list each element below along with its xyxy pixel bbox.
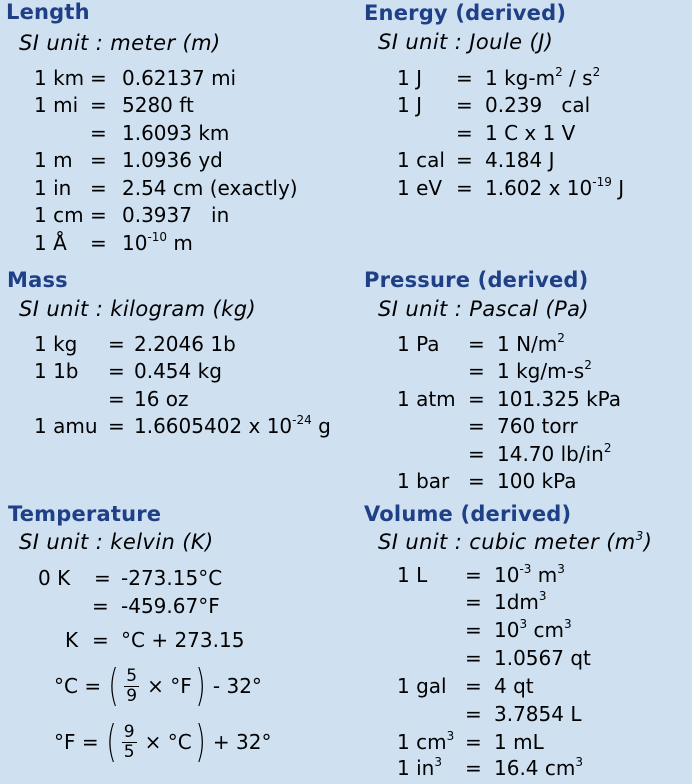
volume-si-unit-exp: 3	[635, 529, 644, 543]
pressure-row-rhs	[497, 332, 565, 356]
energy-rhs-tail: J	[611, 176, 625, 200]
mass-row-rhs: 0.454 kg	[134, 359, 222, 383]
mass-row-rhs: 16 oz	[134, 387, 189, 411]
energy-rhs-exponent: 2	[555, 65, 563, 80]
celsius-formula-mid: × °F	[147, 674, 192, 698]
fraction-denominator: 5	[123, 741, 135, 762]
volume-rhs-exponent: 3	[557, 562, 565, 577]
pressure-row-lhs: 1 Pa	[397, 332, 440, 356]
fraction-five-ninths	[124, 667, 139, 706]
length-row-lhs: 1 m	[34, 148, 73, 172]
length-heading: Length	[6, 0, 90, 24]
fahrenheit-formula-mid: × °C	[144, 730, 192, 754]
volume-row-equals: =	[465, 618, 482, 642]
length-rhs-tail: m	[167, 231, 193, 255]
open-paren: (	[106, 716, 117, 767]
pressure-row-equals: =	[468, 387, 485, 411]
pressure-row-rhs: 760 torr	[497, 414, 578, 438]
pressure-row-equals: =	[468, 359, 485, 383]
open-paren: (	[108, 660, 119, 711]
volume-rhs-text: 10	[494, 563, 520, 587]
temp-row3-lhs: K	[65, 628, 79, 652]
energy-row-rhs	[485, 66, 600, 90]
volume-row-rhs	[494, 563, 565, 587]
temp-row2-eq: =	[92, 594, 109, 618]
volume-row-lhs: 1 gal	[397, 674, 447, 698]
volume-row-equals: =	[465, 756, 482, 780]
volume-row-equals: =	[465, 590, 482, 614]
energy-si-unit: SI unit : Joule (J)	[378, 30, 554, 54]
energy-rhs-text: 1.602 x 10	[485, 176, 593, 200]
length-row-equals: =	[90, 121, 107, 145]
energy-rhs-tail: / s	[562, 66, 593, 90]
length-rhs-text: 10	[122, 231, 148, 255]
mass-row-rhs: 2.2046 1b	[134, 332, 236, 356]
length-row-equals: =	[90, 148, 107, 172]
energy-row-equals: =	[456, 148, 473, 172]
length-row-lhs: 1 km	[34, 66, 85, 90]
fraction-nine-fifths	[122, 723, 137, 762]
mass-row-rhs	[134, 414, 331, 438]
mass-row-lhs: 1 kg	[34, 332, 78, 356]
energy-row-lhs: 1 J	[397, 93, 422, 117]
energy-row-equals: =	[456, 176, 473, 200]
energy-heading: Energy (derived)	[364, 1, 567, 25]
volume-si-unit-tail: )	[643, 530, 653, 554]
volume-heading: Volume (derived)	[364, 502, 572, 526]
close-paren: )	[195, 660, 206, 711]
temp-row2-rhs: -459.67°F	[121, 594, 220, 618]
volume-rhs-exponent: 3	[563, 617, 572, 632]
volume-row-rhs: 1.0567 qt	[494, 646, 591, 670]
volume-row-equals: =	[465, 563, 482, 587]
pressure-row-equals: =	[468, 332, 485, 356]
volume-rhs-exponent: 3	[538, 589, 547, 604]
temp-row3-eq: =	[92, 628, 109, 652]
volume-rhs-exponent: -3	[519, 562, 532, 577]
celsius-formula	[54, 660, 262, 711]
energy-row-rhs	[485, 176, 624, 200]
volume-row-lhs	[397, 730, 454, 754]
volume-row-rhs	[494, 590, 547, 614]
mass-row-equals: =	[108, 414, 125, 438]
pressure-si-unit: SI unit : Pascal (Pa)	[378, 297, 590, 321]
length-row-equals: =	[90, 231, 107, 255]
celsius-formula-lhs: °C =	[54, 674, 102, 698]
energy-row-rhs: 0.239 cal	[485, 93, 591, 117]
pressure-rhs-text: 1 N/m	[497, 332, 558, 356]
volume-rhs-text: 10	[494, 618, 520, 642]
length-row-rhs: 1.0936 yd	[122, 148, 223, 172]
volume-row-equals: =	[465, 674, 482, 698]
mass-row-equals: =	[108, 332, 125, 356]
pressure-row-equals: =	[468, 442, 485, 466]
volume-rhs-exponent: 3	[519, 617, 528, 632]
pressure-heading: Pressure (derived)	[364, 268, 589, 292]
energy-rhs-exponent: -19	[592, 175, 612, 190]
volume-row-rhs: 3.7854 L	[494, 702, 582, 726]
pressure-row-rhs	[497, 359, 592, 383]
volume-rhs-tail: cm	[527, 618, 564, 642]
length-row-equals: =	[90, 176, 107, 200]
length-row-rhs	[122, 231, 193, 255]
length-row-rhs: 0.62137 mi	[122, 66, 237, 90]
energy-row-lhs: 1 cal	[397, 148, 445, 172]
volume-lhs-text: 1 in	[397, 756, 435, 780]
temp-row3-rhs: °C + 273.15	[121, 628, 245, 652]
close-paren: )	[195, 716, 206, 767]
volume-lhs-text: 1 cm	[397, 730, 447, 754]
volume-row-rhs	[494, 618, 572, 642]
length-row-lhs: 1 in	[34, 176, 72, 200]
mass-si-unit: SI unit : kilogram (kg)	[19, 297, 257, 321]
volume-row-lhs: 1 L	[397, 563, 428, 587]
pressure-rhs-text: 1 kg/m-s	[497, 359, 585, 383]
volume-si-unit-text: SI unit : cubic meter (m	[378, 530, 636, 554]
length-row-rhs: 5280 ft	[122, 93, 194, 117]
energy-row-rhs: 4.184 J	[485, 148, 555, 172]
energy-rhs-text: 1 kg-m	[485, 66, 556, 90]
length-row-rhs: 2.54 cm (exactly)	[122, 176, 298, 200]
celsius-formula-tail: - 32°	[212, 674, 262, 698]
fahrenheit-formula-lhs: °F =	[54, 730, 99, 754]
fahrenheit-formula-tail: + 32°	[212, 730, 272, 754]
pressure-row-lhs: 1 atm	[397, 387, 456, 411]
temperature-heading: Temperature	[8, 502, 162, 526]
mass-rhs-text: 1.6605402 x 10	[134, 414, 293, 438]
volume-row-equals: =	[465, 702, 482, 726]
temp-row1-lhs: 0 K	[38, 566, 71, 590]
volume-row-equals: =	[465, 646, 482, 670]
volume-row-rhs: 1 mL	[494, 730, 544, 754]
mass-row-equals: =	[108, 359, 125, 383]
length-row-lhs: 1 cm	[34, 203, 84, 227]
temp-row1-rhs: -273.15°C	[121, 566, 223, 590]
pressure-row-rhs: 100 kPa	[497, 469, 577, 493]
pressure-row-equals: =	[468, 469, 485, 493]
length-row-rhs: 0.3937 in	[122, 203, 230, 227]
pressure-rhs-exponent: 2	[603, 441, 612, 456]
pressure-rhs-text: 14.70 lb/in	[497, 442, 604, 466]
volume-lhs-exponent: 3	[446, 729, 455, 744]
pressure-rhs-exponent: 2	[584, 358, 592, 373]
volume-rhs-tail: m	[531, 563, 558, 587]
pressure-row-equals: =	[468, 414, 485, 438]
fraction-numerator: 5	[126, 665, 138, 686]
energy-rhs-exponent: 2	[592, 65, 601, 80]
volume-row-lhs	[397, 756, 442, 780]
mass-row-equals: =	[108, 387, 125, 411]
length-row-lhs: 1 Å	[34, 231, 67, 255]
energy-row-lhs: 1 J	[397, 66, 422, 90]
fraction-denominator: 9	[126, 685, 138, 706]
fraction-numerator: 9	[123, 721, 135, 742]
energy-row-equals: =	[456, 93, 473, 117]
temp-row1-eq: =	[94, 566, 111, 590]
mass-row-lhs: 1 1b	[34, 359, 79, 383]
length-si-unit: SI unit : meter (m)	[19, 31, 221, 55]
pressure-row-lhs: 1 bar	[397, 469, 450, 493]
temperature-si-unit: SI unit : kelvin (K)	[19, 530, 214, 554]
pressure-rhs-exponent: 2	[557, 331, 565, 346]
volume-row-rhs: 4 qt	[494, 674, 534, 698]
length-rhs-exponent: -10	[147, 230, 168, 245]
volume-rhs-text: 16.4 cm	[494, 756, 576, 780]
length-row-rhs: 1.6093 km	[122, 121, 230, 145]
mass-row-lhs: 1 amu	[34, 414, 98, 438]
length-row-lhs: 1 mi	[34, 93, 79, 117]
length-row-equals: =	[90, 93, 107, 117]
volume-row-rhs	[494, 756, 583, 780]
volume-lhs-exponent: 3	[434, 755, 442, 770]
mass-rhs-exponent: -24	[292, 413, 312, 428]
mass-rhs-tail: g	[311, 414, 331, 438]
length-row-equals: =	[90, 66, 107, 90]
energy-row-equals: =	[456, 66, 473, 90]
pressure-row-rhs: 101.325 kPa	[497, 387, 622, 411]
mass-heading: Mass	[7, 268, 68, 292]
length-row-equals: =	[90, 203, 107, 227]
energy-row-lhs: 1 eV	[397, 176, 443, 200]
volume-row-equals: =	[465, 730, 482, 754]
energy-row-rhs: 1 C x 1 V	[485, 121, 576, 145]
energy-row-equals: =	[456, 121, 473, 145]
fahrenheit-formula	[54, 716, 272, 767]
volume-si-unit	[378, 530, 652, 554]
volume-rhs-text: 1dm	[494, 590, 539, 614]
volume-rhs-exponent: 3	[575, 755, 584, 770]
pressure-row-rhs	[497, 442, 611, 466]
